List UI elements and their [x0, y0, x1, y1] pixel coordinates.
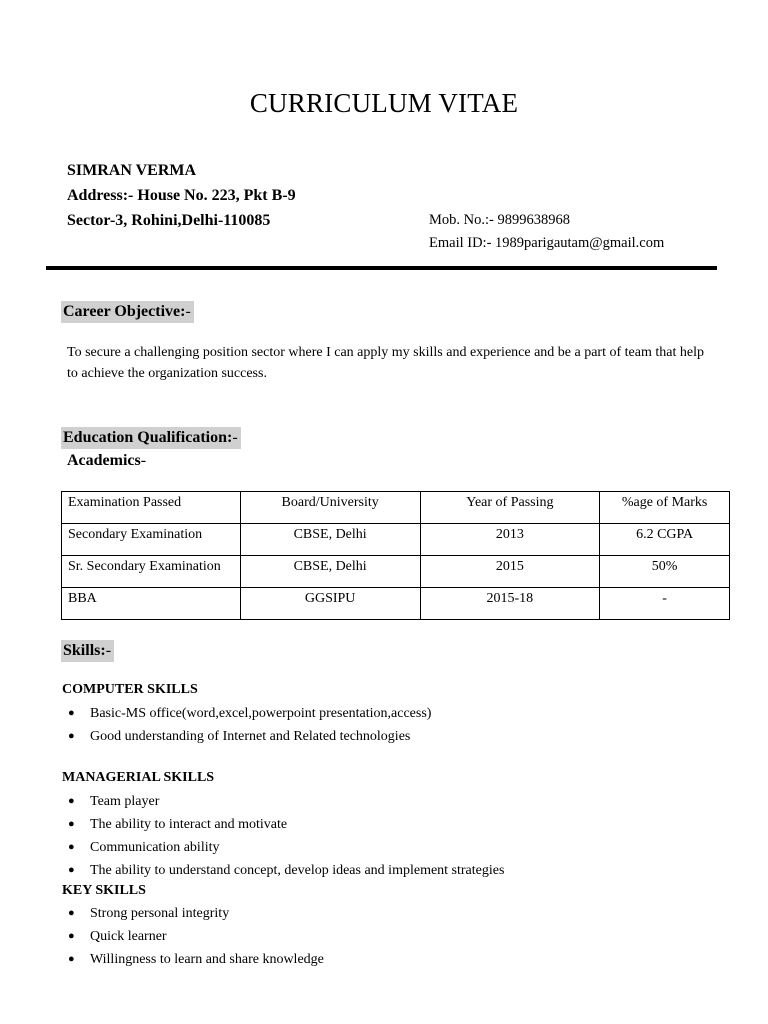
education-heading-dash: -	[232, 429, 238, 446]
list-item	[62, 859, 504, 882]
skills-heading-dash: -	[105, 642, 112, 659]
table-cell: Sr. Secondary Examination	[62, 556, 241, 588]
bullet-icon: ●	[68, 730, 75, 742]
education-table	[61, 491, 730, 620]
list-item-text: Willingness to learn and share knowledge	[90, 952, 324, 967]
email-address: Email ID:- 1989parigautam@gmail.com	[429, 235, 665, 251]
managerial-skills-title: MANAGERIAL SKILLS	[62, 770, 215, 785]
list-item	[62, 948, 324, 971]
table-cell: 2015-18	[420, 588, 600, 620]
academics-subheading-dash: -	[140, 452, 147, 469]
bullet-icon: ●	[68, 864, 75, 876]
table-cell: -	[600, 588, 730, 620]
list-item-text: Good understanding of Internet and Related technologies	[90, 729, 411, 744]
key-skills-list	[62, 902, 324, 971]
list-item-text: Quick learner	[90, 929, 167, 944]
table-cell: 6.2 CGPA	[600, 524, 730, 556]
table-row	[62, 556, 730, 588]
education-heading-text: Education Qualification:	[63, 429, 233, 446]
list-item-text: The ability to interact and motivate	[90, 817, 288, 832]
table-row	[62, 524, 730, 556]
list-item-text: Team player	[90, 794, 160, 809]
bullet-icon: ●	[68, 907, 75, 919]
bullet-icon: ●	[68, 818, 75, 830]
address-line-1: Address:- House No. 223, Pkt B-9	[67, 187, 296, 204]
academics-subheading	[67, 452, 146, 470]
table-cell: GGSIPU	[240, 588, 420, 620]
table-cell: CBSE, Delhi	[240, 556, 420, 588]
academics-subheading-text: Academics	[67, 452, 141, 469]
column-header: %age of Marks	[600, 492, 730, 524]
column-header: Board/University	[240, 492, 420, 524]
list-item	[62, 902, 324, 925]
header-divider	[46, 266, 717, 270]
career-objective-text: To secure a challenging position sector where I can apply my skills and experience and be a part of team that help to achieve the organization success.	[67, 345, 704, 381]
bullet-icon: ●	[68, 841, 75, 853]
list-item	[62, 813, 504, 836]
candidate-name: SIMRAN VERMA	[67, 162, 197, 179]
career-objective-heading-text: Career Objective:	[63, 303, 186, 320]
table-header-row	[62, 492, 730, 524]
column-header: Year of Passing	[420, 492, 600, 524]
list-item-text: Communication ability	[90, 840, 220, 855]
bullet-icon: ●	[68, 707, 75, 719]
skills-heading	[61, 640, 114, 662]
column-header: Examination Passed	[62, 492, 241, 524]
computer-skills-list	[62, 702, 431, 748]
career-objective-heading-dash: -	[185, 303, 191, 320]
table-cell: CBSE, Delhi	[240, 524, 420, 556]
computer-skills-title: COMPUTER SKILLS	[62, 682, 198, 697]
list-item	[62, 836, 504, 859]
list-item-text: The ability to understand concept, develop ideas and implement strategies	[90, 863, 505, 878]
mobile-number: Mob. No.:- 9899638968	[429, 212, 570, 228]
table-cell: 50%	[600, 556, 730, 588]
bullet-icon: ●	[68, 795, 75, 807]
bullet-icon: ●	[68, 930, 75, 942]
managerial-skills-list	[62, 790, 504, 882]
list-item-text: Strong personal integrity	[90, 906, 230, 921]
list-item	[62, 725, 431, 748]
key-skills-title: KEY SKILLS	[62, 883, 146, 898]
list-item	[62, 925, 324, 948]
table-cell: 2015	[420, 556, 600, 588]
list-item	[62, 790, 504, 813]
table-cell: 2013	[420, 524, 600, 556]
education-heading	[61, 427, 241, 449]
page-title: CURRICULUM VITAE	[249, 88, 519, 118]
bullet-icon: ●	[68, 953, 75, 965]
skills-heading-text: Skills:	[63, 642, 106, 659]
list-item-text: Basic-MS office(word,excel,powerpoint presentation,access)	[90, 706, 432, 721]
list-item	[62, 702, 431, 725]
table-cell: Secondary Examination	[62, 524, 241, 556]
career-objective-heading	[61, 301, 194, 323]
table-row	[62, 588, 730, 620]
address-line-2: Sector-3, Rohini,Delhi-110085	[67, 212, 271, 229]
table-cell: BBA	[62, 588, 241, 620]
